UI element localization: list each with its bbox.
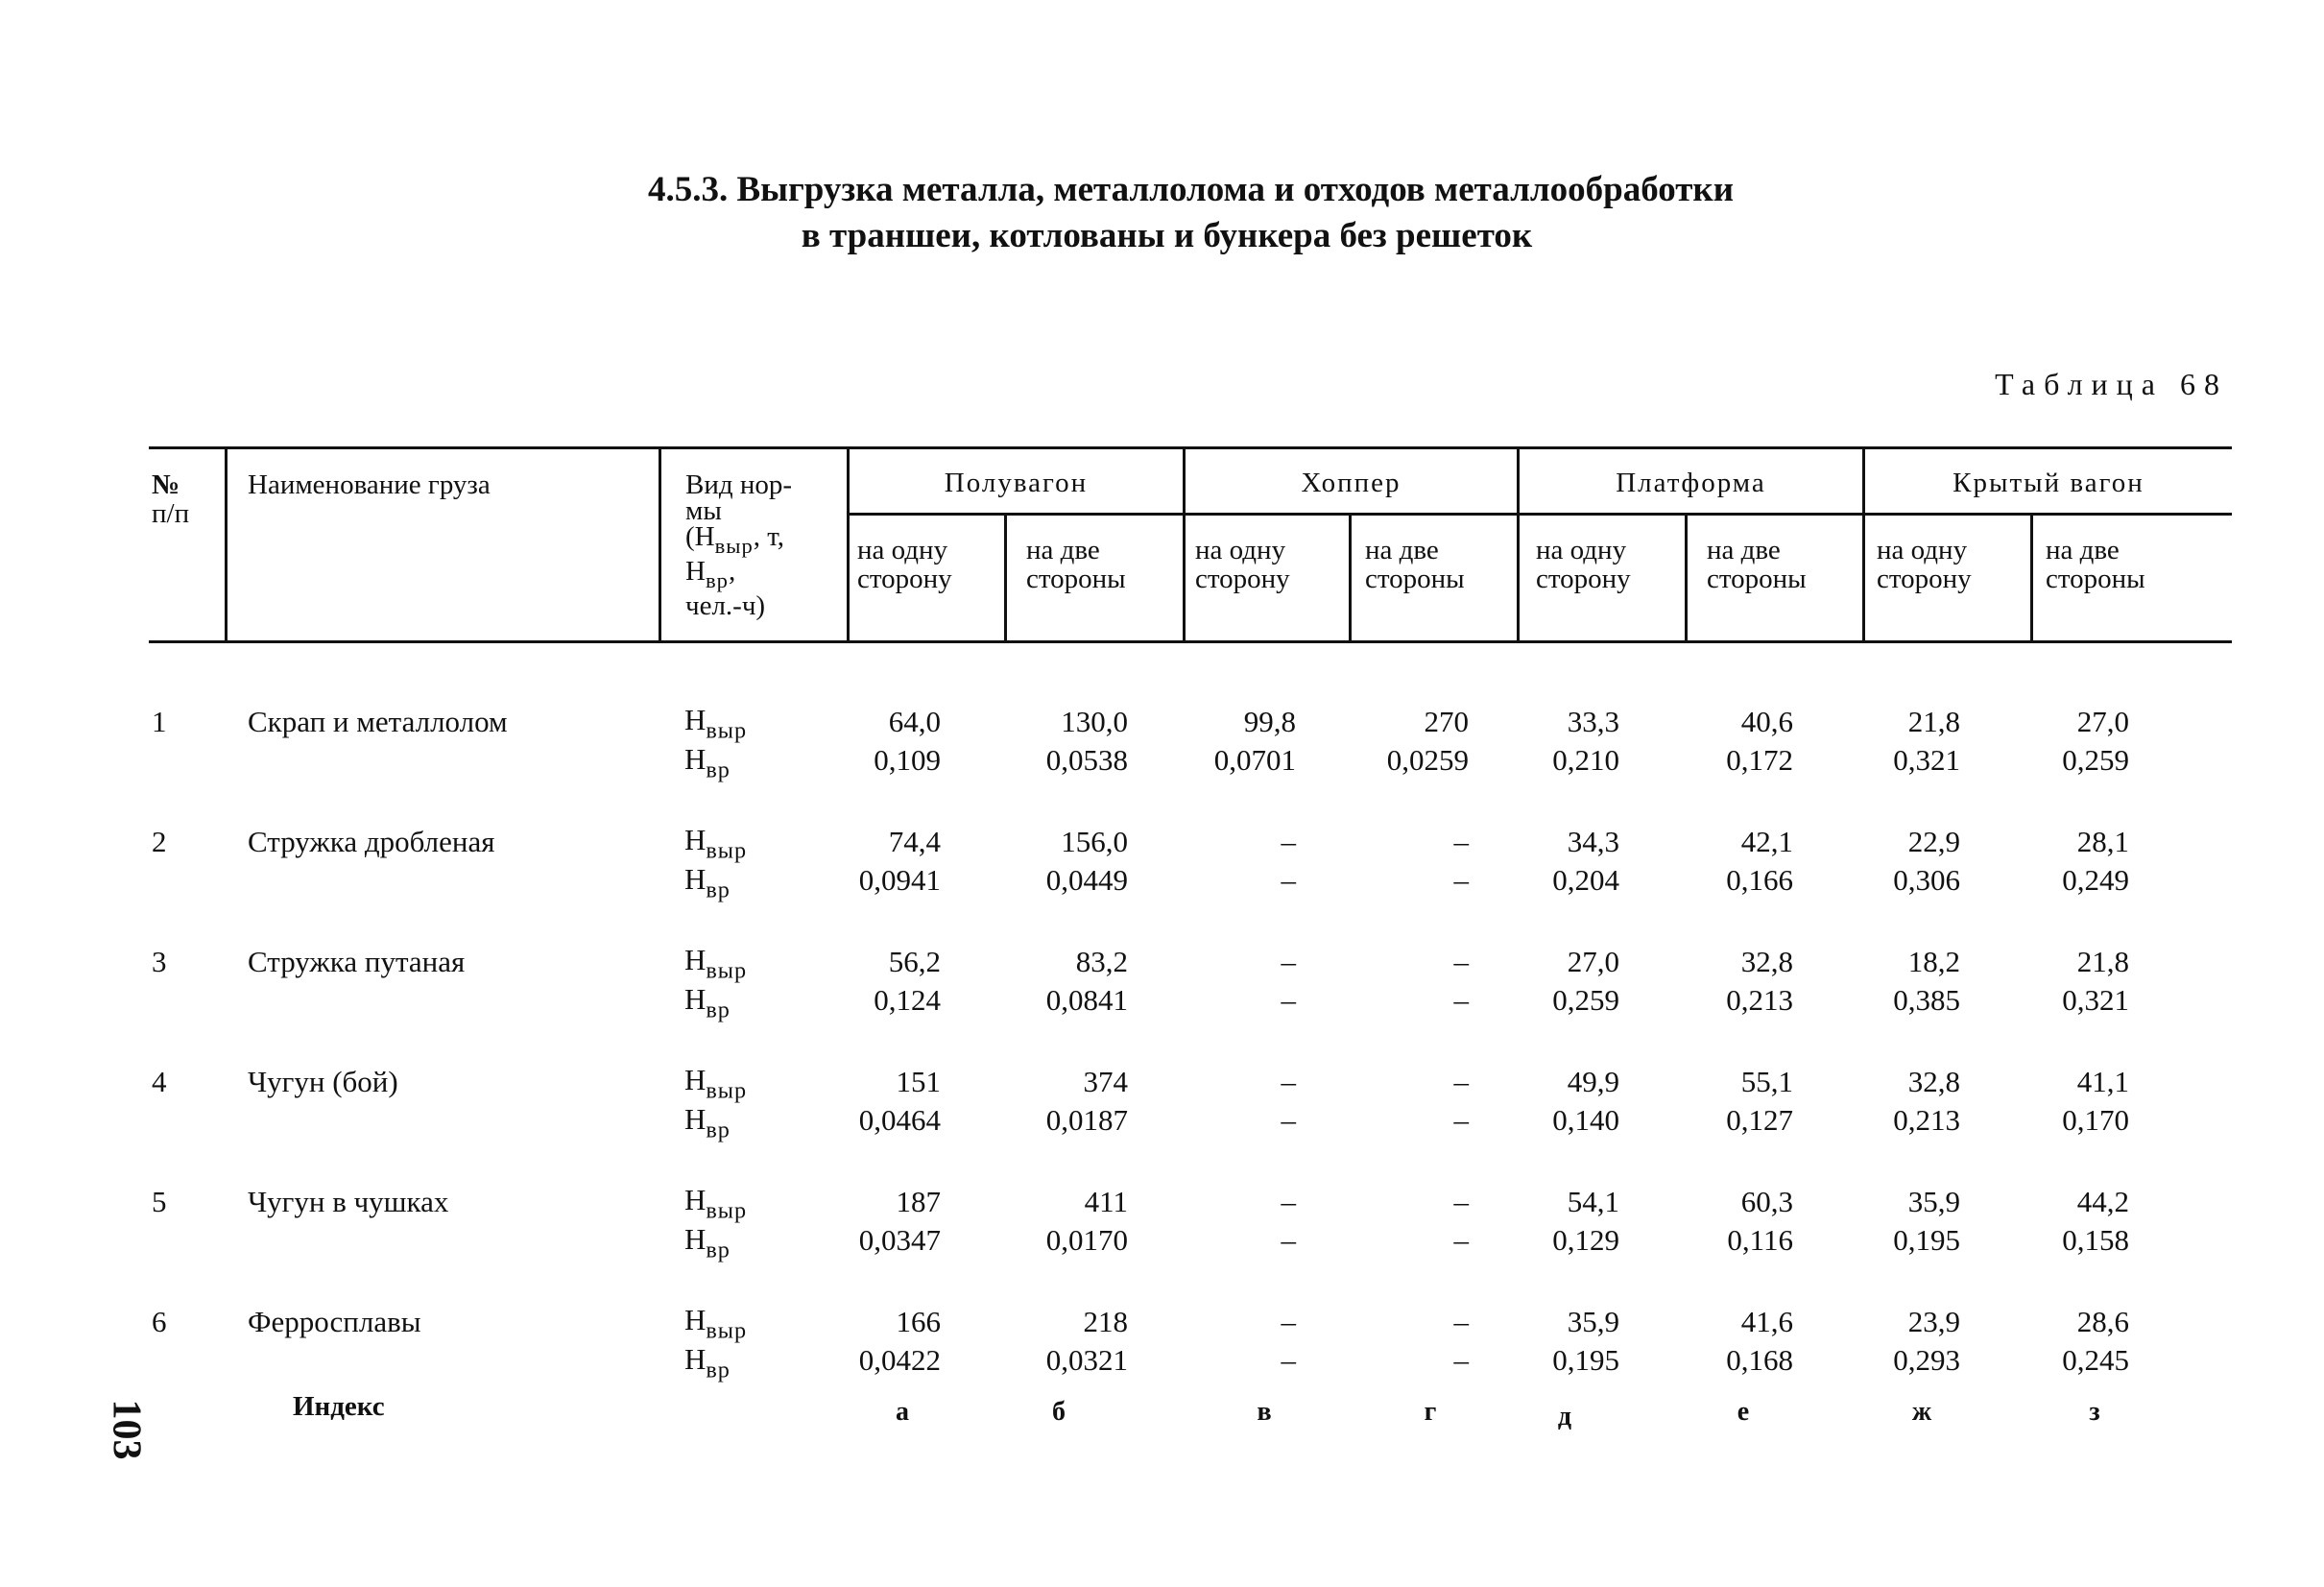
value-vr: – <box>1281 863 1296 897</box>
value-vyr: 151 <box>896 1065 941 1098</box>
value-vyr: 32,8 <box>1907 1065 1960 1098</box>
header-no: № п/п <box>152 469 190 529</box>
value-vyr: 187 <box>896 1185 941 1218</box>
subheader-one-side: на одну сторону <box>857 535 952 594</box>
index-letter: б <box>1052 1397 1066 1427</box>
value-vr: 0,0464 <box>858 1103 941 1137</box>
value-vyr: 28,1 <box>2076 825 2129 858</box>
norm-label-vr: $Н_{вр}$ <box>684 1102 731 1143</box>
norm-label-vr: $Н_{вр}$ <box>684 1222 731 1263</box>
value-vyr: 60,3 <box>1740 1185 1793 1218</box>
value-vr: 0,168 <box>1726 1343 1793 1377</box>
value-vyr: – <box>1281 825 1296 858</box>
cargo-name: Скрап и металлолом <box>248 705 508 738</box>
col-divider-sub-4 <box>2030 513 2033 643</box>
value-vr: 0,0941 <box>858 863 941 897</box>
value-vr: 0,321 <box>1893 743 1960 777</box>
value-vyr: 411 <box>1084 1185 1128 1218</box>
value-vr: – <box>1453 863 1469 897</box>
subheader-two-sides: на две стороны <box>1026 535 1126 594</box>
norm-label-vyr: $Н_{выр}$ <box>684 1303 748 1344</box>
index-label: Индекс <box>293 1391 385 1422</box>
value-vr: 0,0701 <box>1213 743 1296 777</box>
value-vyr: 22,9 <box>1907 825 1960 858</box>
value-vr: 0,213 <box>1726 983 1793 1017</box>
value-vyr: 49,9 <box>1567 1065 1619 1098</box>
value-vyr: 27,0 <box>1567 945 1619 978</box>
index-letter: г <box>1424 1397 1437 1427</box>
row-number: 6 <box>152 1305 167 1338</box>
value-vyr: – <box>1453 1305 1469 1338</box>
value-vyr: 21,8 <box>2076 945 2129 978</box>
value-vyr: – <box>1453 945 1469 978</box>
header-group-hopper: Хоппер <box>1301 468 1402 498</box>
section-title-line1: 4.5.3. Выгрузка металла, металлолома и отходов металлообработки <box>647 170 1735 209</box>
value-vyr: 18,2 <box>1907 945 1960 978</box>
value-vr: – <box>1281 1223 1296 1257</box>
table-top-rule <box>149 446 2232 449</box>
value-vr: 0,321 <box>2062 983 2129 1017</box>
value-vyr: 218 <box>1083 1305 1128 1338</box>
value-vyr: 21,8 <box>1907 705 1960 738</box>
value-vyr: – <box>1281 1305 1296 1338</box>
value-vr: – <box>1453 1343 1469 1377</box>
norm-label-vyr: $Н_{выр}$ <box>684 943 748 984</box>
header-group-covered-wagon: Крытый вагон <box>1953 468 2144 498</box>
norm-label-vyr: $Н_{выр}$ <box>684 823 748 864</box>
value-vr: 0,195 <box>1893 1223 1960 1257</box>
value-vr: – <box>1453 1223 1469 1257</box>
cargo-name: Стружка дробленая <box>248 825 495 858</box>
norm-label-vr: $Н_{вр}$ <box>684 982 731 1023</box>
row-number: 3 <box>152 945 167 978</box>
row-number: 5 <box>152 1185 167 1218</box>
value-vr: 0,109 <box>874 743 941 777</box>
value-vyr: 130,0 <box>1061 705 1128 738</box>
index-letter: е <box>1737 1397 1750 1427</box>
value-vr: – <box>1453 1103 1469 1137</box>
cargo-name: Стружка путаная <box>248 945 466 978</box>
norm-label-vyr: $Н_{выр}$ <box>684 1063 748 1104</box>
value-vr: 0,158 <box>2062 1223 2129 1257</box>
value-vr: 0,245 <box>2062 1343 2129 1377</box>
row-number: 1 <box>152 705 167 738</box>
norm-label-vyr: $Н_{выр}$ <box>684 703 748 744</box>
norm-label-vr: $Н_{вр}$ <box>684 1342 731 1383</box>
value-vyr: 40,6 <box>1740 705 1793 738</box>
value-vr: 0,170 <box>2062 1103 2129 1137</box>
value-vr: – <box>1281 1343 1296 1377</box>
value-vr: 0,124 <box>874 983 941 1017</box>
value-vyr: 56,2 <box>888 945 941 978</box>
value-vr: 0,0538 <box>1045 743 1128 777</box>
subheader-two-sides: на две стороны <box>1707 535 1807 594</box>
value-vyr: 33,3 <box>1567 705 1619 738</box>
value-vyr: 83,2 <box>1075 945 1128 978</box>
norm-label-vr: $Н_{вр}$ <box>684 742 731 783</box>
value-vyr: – <box>1281 945 1296 978</box>
value-vyr: 74,4 <box>888 825 941 858</box>
subheader-one-side: на одну сторону <box>1536 535 1631 594</box>
col-divider-no <box>225 446 228 643</box>
value-vr: 0,116 <box>1727 1223 1793 1257</box>
table-caption: Таблица 68 <box>1995 367 2228 401</box>
value-vr: 0,0841 <box>1045 983 1128 1017</box>
value-vyr: 34,3 <box>1567 825 1619 858</box>
col-divider-sub-1 <box>1004 513 1007 643</box>
norm-label-vyr: $Н_{выр}$ <box>684 1183 748 1224</box>
value-vyr: – <box>1453 1185 1469 1218</box>
subheader-one-side: на одну сторону <box>1877 535 1972 594</box>
value-vr: 0,0347 <box>858 1223 941 1257</box>
value-vr: 0,0321 <box>1045 1343 1128 1377</box>
value-vyr: 27,0 <box>2076 705 2129 738</box>
value-vyr: – <box>1453 825 1469 858</box>
value-vyr: 41,1 <box>2076 1065 2129 1098</box>
value-vr: 0,259 <box>1552 983 1619 1017</box>
value-vr: 0,195 <box>1552 1343 1619 1377</box>
value-vyr: 64,0 <box>888 705 941 738</box>
subheader-one-side: на одну сторону <box>1195 535 1290 594</box>
header-cargo-name: Наименование груза <box>248 469 491 500</box>
value-vr: 0,306 <box>1893 863 1960 897</box>
value-vr: – <box>1281 983 1296 1017</box>
col-divider-name <box>659 446 661 643</box>
index-letter: д <box>1557 1402 1572 1431</box>
value-vyr: 166 <box>896 1305 941 1338</box>
value-vr: 0,0449 <box>1045 863 1128 897</box>
value-vr: – <box>1281 1103 1296 1137</box>
value-vr: 0,0187 <box>1045 1103 1128 1137</box>
header-group-platform: Платформа <box>1616 468 1766 498</box>
index-letter: а <box>896 1397 909 1427</box>
index-letter: в <box>1257 1397 1272 1427</box>
value-vyr: 35,9 <box>1907 1185 1960 1218</box>
col-divider-sub-3 <box>1685 513 1688 643</box>
page-number: 103 <box>104 1399 149 1460</box>
row-number: 2 <box>152 825 167 858</box>
value-vr: 0,385 <box>1893 983 1960 1017</box>
value-vyr: 44,2 <box>2076 1185 2129 1218</box>
value-vyr: 28,6 <box>2076 1305 2129 1338</box>
value-vr: 0,129 <box>1552 1223 1619 1257</box>
header-group-poluvagon: Полувагон <box>944 468 1089 498</box>
header-norm-type: Вид нор- мы ($Н_{выр}$, т, $Н_{вр}$, чел.-ч) <box>685 469 793 621</box>
cargo-name: Ферросплавы <box>248 1305 421 1338</box>
cargo-name: Чугун (бой) <box>248 1065 398 1098</box>
value-vr: 0,0170 <box>1045 1223 1128 1257</box>
value-vyr: 99,8 <box>1243 705 1296 738</box>
col-divider-sub-2 <box>1349 513 1352 643</box>
group-header-rule <box>850 513 2232 516</box>
value-vr: 0,0259 <box>1386 743 1469 777</box>
value-vr: 0,127 <box>1726 1103 1793 1137</box>
value-vyr: 270 <box>1424 705 1469 738</box>
norm-label-vr: $Н_{вр}$ <box>684 862 731 903</box>
index-letter: з <box>2089 1397 2100 1427</box>
value-vr: 0,172 <box>1726 743 1793 777</box>
value-vr: 0,293 <box>1893 1343 1960 1377</box>
subheader-two-sides: на две стороны <box>2046 535 2145 594</box>
value-vyr: – <box>1453 1065 1469 1098</box>
value-vyr: 42,1 <box>1740 825 1793 858</box>
value-vr: 0,140 <box>1552 1103 1619 1137</box>
value-vyr: 35,9 <box>1567 1305 1619 1338</box>
value-vr: 0,0422 <box>858 1343 941 1377</box>
value-vyr: 32,8 <box>1740 945 1793 978</box>
value-vyr: 55,1 <box>1740 1065 1793 1098</box>
value-vyr: 374 <box>1083 1065 1128 1098</box>
table-header-bottom-rule <box>149 640 2232 643</box>
value-vr: 0,259 <box>2062 743 2129 777</box>
value-vyr: – <box>1281 1065 1296 1098</box>
value-vyr: 54,1 <box>1567 1185 1619 1218</box>
value-vr: 0,249 <box>2062 863 2129 897</box>
value-vr: – <box>1453 983 1469 1017</box>
section-title-line2: в траншеи, котлованы и бункера без решеток <box>801 216 1533 255</box>
index-letter: ж <box>1911 1397 1932 1427</box>
value-vr: 0,213 <box>1893 1103 1960 1137</box>
value-vyr: 41,6 <box>1740 1305 1793 1338</box>
value-vyr: 156,0 <box>1061 825 1128 858</box>
subheader-two-sides: на две стороны <box>1365 535 1465 594</box>
value-vyr: 23,9 <box>1907 1305 1960 1338</box>
value-vyr: – <box>1281 1185 1296 1218</box>
value-vr: 0,166 <box>1726 863 1793 897</box>
value-vr: 0,204 <box>1552 863 1619 897</box>
value-vr: 0,210 <box>1552 743 1619 777</box>
cargo-name: Чугун в чушках <box>248 1185 449 1218</box>
row-number: 4 <box>152 1065 167 1098</box>
